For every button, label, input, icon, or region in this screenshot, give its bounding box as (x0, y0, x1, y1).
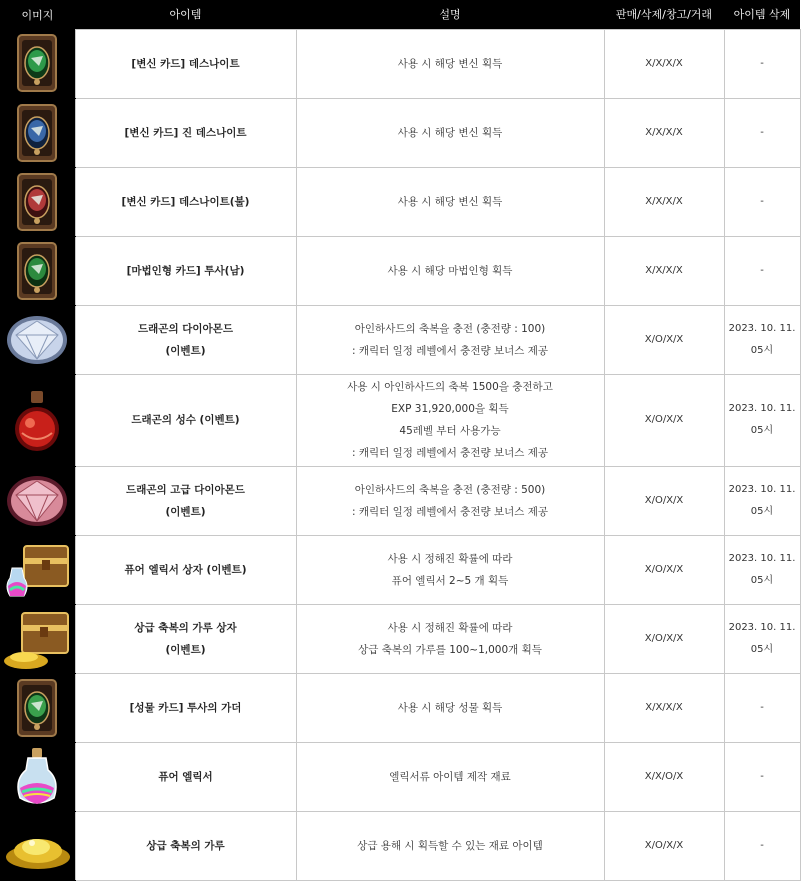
item-name-line: [성물 카드] 투사의 가더 (129, 701, 242, 714)
item-delete-date (724, 673, 800, 742)
table-row (0, 29, 800, 98)
gold-chest-icon (1, 605, 73, 673)
item-name (75, 29, 296, 98)
item-name-line: 상급 축복의 가루 상자 (134, 621, 237, 634)
item-name-line: 퓨어 엘릭서 (158, 770, 213, 783)
item-delete-date (724, 167, 800, 236)
item-description (296, 742, 604, 811)
item-image-cell (0, 305, 75, 374)
table-row (0, 673, 800, 742)
item-description (296, 167, 604, 236)
item-description-line: 사용 시 해당 변신 획득 (397, 57, 503, 70)
item-flags-line: X/X/X/X (645, 57, 683, 69)
item-description-line: 사용 시 해당 성물 획득 (397, 701, 503, 714)
card-red-icon (1, 168, 73, 236)
item-image-cell (0, 535, 75, 604)
card-doll-icon (1, 237, 73, 305)
item-delete-date (724, 98, 800, 167)
item-name (75, 374, 296, 466)
gold-powder-icon (1, 812, 73, 880)
header-delete: 아이템 삭제 (724, 0, 800, 29)
item-flags-line: X/X/X/X (645, 195, 683, 207)
item-delete-date-line: 2023. 10. 11. (728, 483, 796, 495)
item-description-line: 45레벨 부터 사용가능 (399, 425, 501, 437)
item-delete-date (724, 811, 800, 880)
item-name-line: [마법인형 카드] 투사(남) (126, 264, 245, 277)
item-description-line: : 캐릭터 일정 레벨에서 충전량 보너스 제공 (352, 447, 548, 459)
item-delete-date (724, 466, 800, 535)
item-delete-date-line: 05시 (750, 574, 774, 586)
item-image-cell (0, 236, 75, 305)
item-image-cell (0, 673, 75, 742)
item-delete-date-line: 2023. 10. 11. (728, 403, 796, 414)
item-flags (604, 811, 724, 880)
item-flags-line: X/O/X/X (644, 839, 684, 851)
item-name (75, 305, 296, 374)
item-description-line: 아인하사드의 축복을 충전 (충전량 : 100) (354, 322, 546, 335)
item-flags (604, 167, 724, 236)
item-description-line: 사용 시 해당 변신 획득 (397, 195, 503, 208)
table-row (0, 236, 800, 305)
item-image-cell (0, 167, 75, 236)
item-description (296, 374, 604, 466)
item-flags (604, 29, 724, 98)
item-name (75, 604, 296, 673)
item-delete-date-line: 05시 (750, 344, 774, 356)
item-delete-date-line: - (760, 264, 764, 276)
item-flags-line: X/O/X/X (644, 414, 684, 425)
item-flags-line: X/O/X/X (644, 632, 684, 644)
item-delete-date-line: 05시 (750, 505, 774, 517)
item-description-line: 사용 시 해당 변신 획득 (397, 126, 503, 139)
header-flags: 판매/삭제/창고/거래 (604, 0, 724, 29)
table-row (0, 811, 800, 880)
item-delete-date-line: 2023. 10. 11. (728, 322, 796, 334)
item-delete-date-line: 2023. 10. 11. (728, 552, 796, 564)
item-description-line: EXP 31,920,000을 획득 (391, 403, 509, 415)
item-name (75, 535, 296, 604)
item-description-line: 사용 시 아인하사드의 축복 1500을 충전하고 (347, 381, 553, 393)
item-delete-date-line: - (760, 195, 764, 207)
item-name (75, 167, 296, 236)
table-row (0, 742, 800, 811)
table-row (0, 374, 800, 466)
item-image-cell (0, 811, 75, 880)
item-image-cell (0, 466, 75, 535)
item-delete-date-line: 2023. 10. 11. (728, 621, 796, 633)
item-delete-date-line: - (760, 839, 764, 851)
item-description-line: 상급 축복의 가루를 100~1,000개 획득 (358, 643, 542, 656)
table-row (0, 305, 800, 374)
diamond-icon (1, 306, 73, 374)
item-description-line: : 캐릭터 일정 레벨에서 충전량 보너스 제공 (352, 344, 548, 357)
item-description-line: 퓨어 엘릭서 2~5 개 획득 (391, 574, 509, 587)
item-description (296, 305, 604, 374)
item-flags (604, 535, 724, 604)
item-flags (604, 236, 724, 305)
item-name (75, 811, 296, 880)
item-flags-line: X/O/X/X (644, 494, 684, 506)
item-image-cell (0, 98, 75, 167)
card-blue-icon (1, 99, 73, 167)
header-item: 아이템 (75, 0, 296, 29)
table-body (0, 29, 800, 880)
item-delete-date-line: 05시 (750, 425, 774, 436)
item-flags (604, 673, 724, 742)
item-image-cell (0, 29, 75, 98)
item-name-line: (이벤트) (165, 505, 206, 518)
potion-red-icon (1, 386, 73, 454)
item-flags (604, 742, 724, 811)
item-description (296, 98, 604, 167)
card-relic-icon (1, 674, 73, 742)
item-image-cell (0, 742, 75, 811)
item-delete-date-line: - (760, 701, 764, 713)
header-row (0, 0, 800, 29)
item-flags-line: X/O/X/X (644, 333, 684, 345)
item-flags-line: X/X/O/X (644, 770, 684, 782)
item-flags (604, 466, 724, 535)
header-image: 이미지 (0, 0, 75, 29)
table-row (0, 604, 800, 673)
item-description-line: 엘릭서류 아이템 제작 재료 (389, 770, 511, 783)
item-delete-date (724, 29, 800, 98)
item-name (75, 466, 296, 535)
item-delete-date (724, 374, 800, 466)
item-name-line: (이벤트) (165, 643, 206, 656)
item-name-line: 드래곤의 고급 다이아몬드 (126, 483, 245, 496)
item-image-cell (0, 604, 75, 673)
header-description: 설명 (296, 0, 604, 29)
item-name-line: [변신 카드] 진 데스나이트 (124, 126, 247, 139)
item-name-line: 드래곤의 성수 (이벤트) (131, 414, 240, 426)
card-green-icon (1, 29, 73, 97)
item-name (75, 742, 296, 811)
item-name-line: 드래곤의 다이아몬드 (138, 322, 233, 335)
item-name-line: (이벤트) (165, 344, 206, 357)
item-description-line: 상급 용해 시 획득할 수 있는 재료 아이템 (357, 839, 543, 852)
item-description (296, 811, 604, 880)
item-description (296, 673, 604, 742)
item-name (75, 236, 296, 305)
item-flags-line: X/X/X/X (645, 264, 683, 276)
item-description (296, 236, 604, 305)
elixir-chest-icon (1, 536, 73, 604)
elixir-bottle-icon (1, 743, 73, 811)
item-description (296, 29, 604, 98)
item-description-line: : 캐릭터 일정 레벨에서 충전량 보너스 제공 (352, 505, 548, 518)
item-name-line: [변신 카드] 데스나이트 (131, 57, 240, 70)
item-flags (604, 374, 724, 466)
item-delete-date-line: - (760, 57, 764, 69)
item-name-line: [변신 카드] 데스나이트(불) (121, 195, 250, 208)
table-row (0, 466, 800, 535)
item-flags-line: X/X/X/X (645, 126, 683, 138)
item-description-line: 사용 시 해당 마법인형 획득 (387, 264, 513, 277)
item-delete-date (724, 535, 800, 604)
item-delete-date (724, 742, 800, 811)
item-name-line: 퓨어 엘릭서 상자 (이벤트) (124, 563, 247, 576)
item-description (296, 604, 604, 673)
item-description (296, 535, 604, 604)
diamond-red-icon (1, 467, 73, 535)
item-description-line: 사용 시 정해진 확률에 따라 (387, 621, 513, 634)
item-flags-line: X/O/X/X (644, 563, 684, 575)
table-row (0, 98, 800, 167)
item-delete-date (724, 236, 800, 305)
item-flags (604, 98, 724, 167)
item-name-line: 상급 축복의 가루 (146, 839, 225, 852)
item-delete-date-line: - (760, 126, 764, 138)
table-row (0, 535, 800, 604)
item-delete-date (724, 604, 800, 673)
item-flags (604, 305, 724, 374)
item-name (75, 673, 296, 742)
item-delete-date (724, 305, 800, 374)
item-description (296, 466, 604, 535)
table-row (0, 167, 800, 236)
item-flags-line: X/X/X/X (645, 701, 683, 713)
item-delete-date-line: 05시 (750, 643, 774, 655)
item-description-line: 사용 시 정해진 확률에 따라 (387, 552, 513, 565)
item-name (75, 98, 296, 167)
item-image-cell (0, 374, 75, 466)
item-description-line: 아인하사드의 축복을 충전 (충전량 : 500) (354, 483, 546, 496)
item-delete-date-line: - (760, 770, 764, 782)
item-flags (604, 604, 724, 673)
